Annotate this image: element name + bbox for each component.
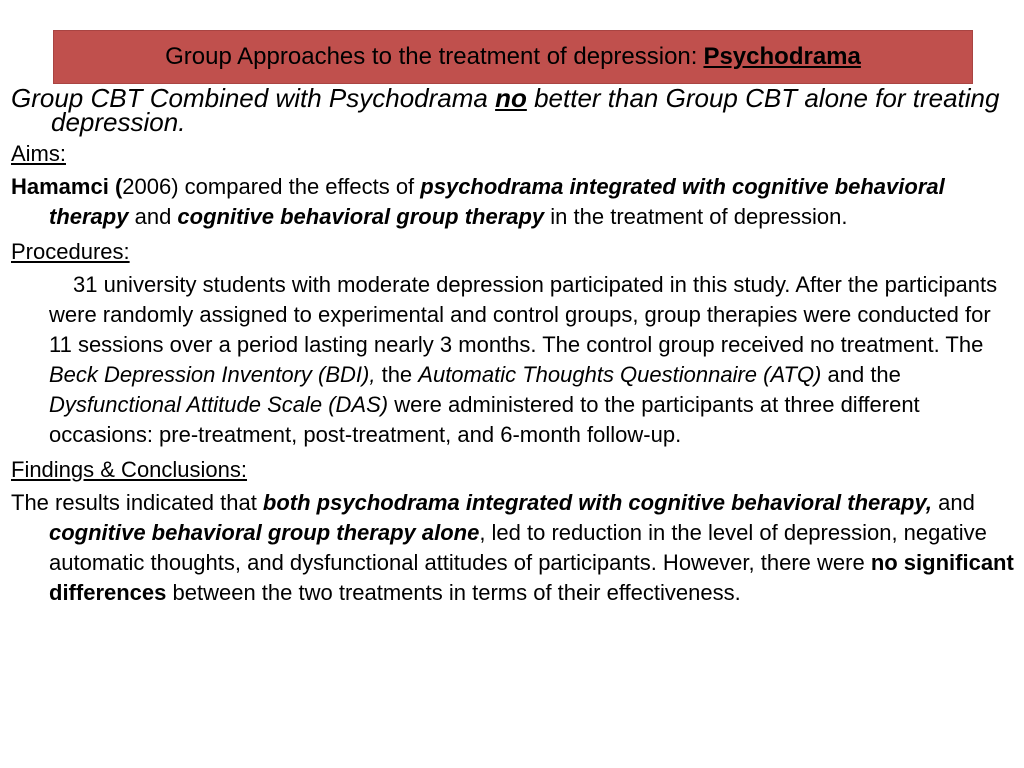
aims-and: and xyxy=(128,204,178,229)
aims-tail: in the treatment of depression. xyxy=(544,204,848,229)
aims-treatment2: cognitive behavioral group therapy xyxy=(177,204,545,229)
procedures-atq: Automatic Thoughts Questionnaire (ATQ) xyxy=(418,362,822,387)
slide-title-main: Group Approaches to the treatment of depression: xyxy=(165,43,698,70)
subtitle-before: Group CBT Combined with Psychodrama xyxy=(11,83,496,113)
slide-title-emphasis: Psychodrama xyxy=(703,43,861,70)
procedures-t4: were administered to the participants at three different occasions: pre-treatment, post-treatment, and 6-month follow-up. xyxy=(49,392,920,447)
procedures-t1: 31 university students with moderate depression participated in this study. After the participants were randomly assigned to experimental and control groups, group therapies were conducted for 11 sessions over a period lasting nearly 3 months. The control group received no treatment. The xyxy=(49,272,998,357)
findings-t2: and xyxy=(932,490,975,515)
aims-author: Hamamci ( xyxy=(11,174,123,199)
findings-nosig: no significant differences xyxy=(49,550,1014,605)
findings-both: both psychodrama integrated with cognitive behavioral therapy, xyxy=(262,490,933,515)
procedures-das: Dysfunctional Attitude Scale (DAS) xyxy=(49,392,389,417)
slide-body xyxy=(11,83,1016,614)
procedures-t2: the xyxy=(375,362,419,387)
aims-heading: Aims: xyxy=(11,141,66,166)
aims-year-text: 2006) compared the effects of xyxy=(122,174,421,199)
findings-t1: The results indicated that xyxy=(11,490,263,515)
findings-t3: , led to reduction in the level of depression, negative automatic thoughts, and dysfunctional attitudes of participants. However, there were xyxy=(49,520,987,575)
aims-treatment1: psychodrama integrated with cognitive behavioral therapy xyxy=(49,174,945,229)
findings-heading: Findings & Conclusions: xyxy=(11,457,248,482)
procedures-paragraph xyxy=(11,270,1016,450)
subtitle-no: no xyxy=(495,83,527,113)
slide-subtitle xyxy=(11,83,1016,137)
subtitle-after: better than Group CBT alone for treating depression. xyxy=(51,83,1000,137)
findings-paragraph xyxy=(11,488,1016,608)
slide-title xyxy=(53,30,973,84)
aims-paragraph xyxy=(11,172,1016,232)
procedures-heading: Procedures: xyxy=(11,239,130,264)
findings-t4: between the two treatments in terms of their effectiveness. xyxy=(166,580,741,605)
procedures-bdi: Beck Depression Inventory (BDI), xyxy=(49,362,376,387)
procedures-t3: and the xyxy=(821,362,901,387)
findings-cbgt: cognitive behavioral group therapy alone xyxy=(49,520,480,545)
